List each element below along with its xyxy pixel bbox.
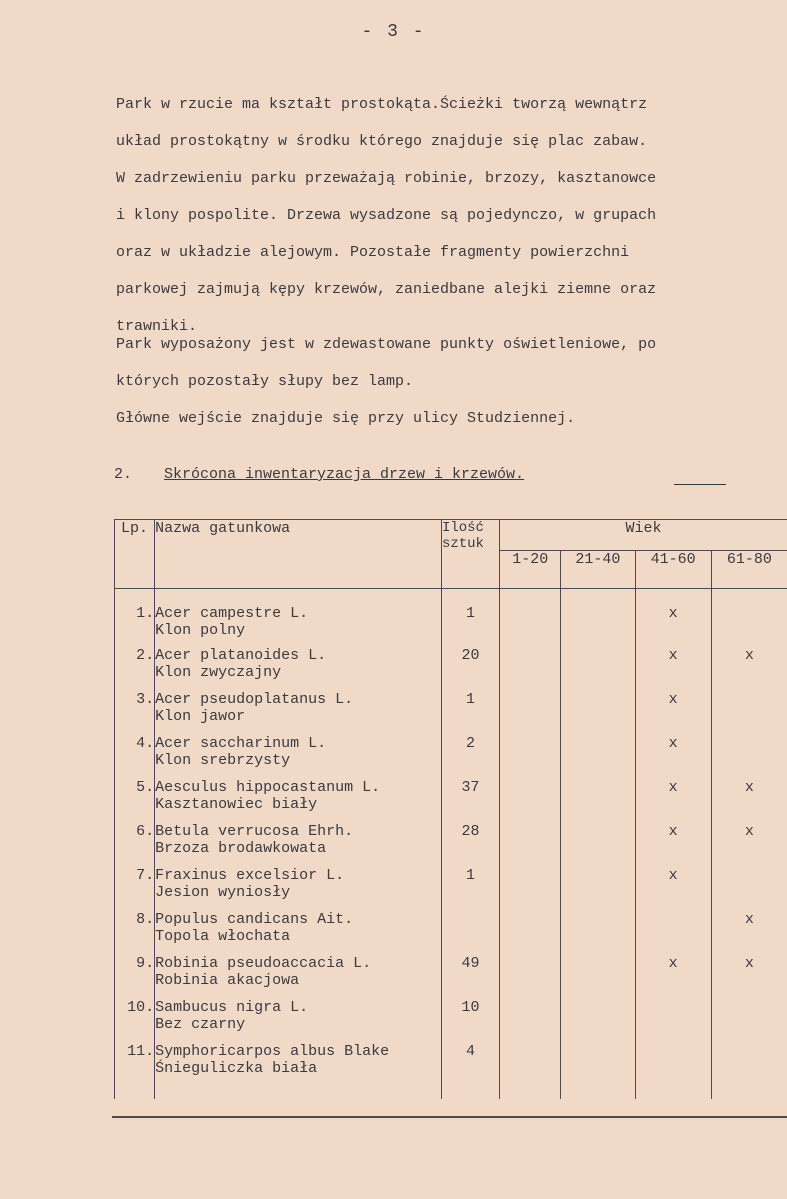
- row-number: 11.: [115, 1035, 155, 1099]
- age-mark: [500, 771, 561, 815]
- species-name: [155, 903, 442, 947]
- age-mark: [500, 727, 561, 771]
- age-mark: [500, 903, 561, 947]
- table-row: [115, 727, 787, 771]
- text-line: W zadrzewieniu parku przeważają robinie, brzozy, kasztanowce: [116, 170, 657, 187]
- row-number: 10.: [115, 991, 155, 1035]
- species-name: [155, 815, 442, 859]
- age-mark: [711, 683, 787, 727]
- age-mark: x: [635, 947, 711, 991]
- row-number: 4.: [115, 727, 155, 771]
- polish-name: Klon polny: [155, 622, 246, 639]
- header-quantity-line2: sztuk: [441, 536, 484, 552]
- polish-name: Jesion wyniosły: [155, 884, 291, 901]
- polish-name: Klon zwyczajny: [155, 664, 282, 681]
- header-quantity: [441, 520, 499, 589]
- latin-name: Acer platanoides L.: [155, 647, 327, 664]
- age-mark: x: [635, 771, 711, 815]
- row-number: 7.: [115, 859, 155, 903]
- age-mark: [500, 859, 561, 903]
- text-line: Park w rzucie ma kształt prostokąta.Ścieżki tworzą wewnątrz: [116, 96, 648, 113]
- header-age: Wiek: [500, 520, 787, 551]
- age-mark: [561, 589, 635, 640]
- age-mark: x: [635, 589, 711, 640]
- row-number: 6.: [115, 815, 155, 859]
- quantity: 4: [441, 1035, 499, 1099]
- text-line: Główne wejście znajduje się przy ulicy Studziennej.: [116, 410, 576, 427]
- quantity: 1: [441, 589, 499, 640]
- header-age-range: 61-80: [711, 551, 787, 589]
- species-name: [155, 947, 442, 991]
- age-mark: [561, 815, 635, 859]
- age-mark: [635, 1035, 711, 1099]
- age-mark: x: [635, 639, 711, 683]
- age-mark: [711, 727, 787, 771]
- quantity: [441, 903, 499, 947]
- latin-name: Betula verrucosa Ehrh.: [155, 823, 354, 840]
- age-mark: [500, 947, 561, 991]
- age-mark: [500, 683, 561, 727]
- polish-name: Śnieguliczka biała: [155, 1060, 318, 1077]
- row-number: 5.: [115, 771, 155, 815]
- age-mark: [561, 947, 635, 991]
- quantity: 37: [441, 771, 499, 815]
- paragraph-description: [116, 86, 756, 345]
- section-heading: [114, 466, 524, 483]
- age-mark: [711, 1035, 787, 1099]
- quantity: 28: [441, 815, 499, 859]
- age-mark: [711, 991, 787, 1035]
- table-row: [115, 947, 787, 991]
- latin-name: Acer pseudoplatanus L.: [155, 691, 354, 708]
- table-row: [115, 639, 787, 683]
- age-mark: x: [711, 815, 787, 859]
- header-age-range: 21-40: [561, 551, 635, 589]
- latin-name: Symphoricarpos albus Blake: [155, 1043, 390, 1060]
- header-quantity-line1: Ilość: [441, 520, 484, 536]
- section-title: Skrócona inwentaryzacja drzew i krzewów.: [164, 466, 525, 483]
- species-name: [155, 991, 442, 1035]
- age-mark: [561, 991, 635, 1035]
- quantity: 1: [441, 859, 499, 903]
- latin-name: Fraxinus excelsior L.: [155, 867, 345, 884]
- table-row: [115, 683, 787, 727]
- latin-name: Acer campestre L.: [155, 605, 309, 622]
- text-line: trawniki.: [116, 318, 198, 335]
- age-mark: [561, 639, 635, 683]
- text-line: i klony pospolite. Drzewa wysadzone są pojedynczo, w grupach: [116, 207, 657, 224]
- header-name: Nazwa gatunkowa: [155, 520, 442, 589]
- page-number: - 3 -: [361, 22, 426, 42]
- polish-name: Bez czarny: [155, 1016, 246, 1033]
- age-mark: [500, 815, 561, 859]
- row-number: 8.: [115, 903, 155, 947]
- age-mark: x: [635, 683, 711, 727]
- table-row: [115, 903, 787, 947]
- species-name: [155, 589, 442, 640]
- age-mark: [500, 639, 561, 683]
- age-mark: x: [711, 903, 787, 947]
- species-name: [155, 1035, 442, 1099]
- quantity: 49: [441, 947, 499, 991]
- inventory-table: [114, 519, 787, 1099]
- age-mark: [711, 589, 787, 640]
- age-mark: [711, 859, 787, 903]
- age-mark: x: [635, 815, 711, 859]
- polish-name: Klon jawor: [155, 708, 246, 725]
- table-row: [115, 991, 787, 1035]
- table-row: [115, 1035, 787, 1099]
- polish-name: Robinia akacjowa: [155, 972, 300, 989]
- species-name: [155, 859, 442, 903]
- polish-name: Topola włochata: [155, 928, 291, 945]
- age-mark: [561, 683, 635, 727]
- table-row: [115, 589, 787, 640]
- text-line: których pozostały słupy bez lamp.: [116, 373, 414, 390]
- table-row: [115, 815, 787, 859]
- table-bottom-rule: [112, 1116, 787, 1118]
- age-mark: [561, 727, 635, 771]
- quantity: 10: [441, 991, 499, 1035]
- text-line: oraz w układzie alejowym. Pozostałe fragmenty powierzchni: [116, 244, 630, 261]
- age-mark: [561, 859, 635, 903]
- age-mark: [635, 903, 711, 947]
- latin-name: Populus candicans Ait.: [155, 911, 354, 928]
- age-mark: [561, 771, 635, 815]
- latin-name: Sambucus nigra L.: [155, 999, 309, 1016]
- age-mark: [500, 1035, 561, 1099]
- quantity: 1: [441, 683, 499, 727]
- age-mark: [500, 991, 561, 1035]
- polish-name: Kasztanowiec biały: [155, 796, 318, 813]
- text-line: Park wyposażony jest w zdewastowane punkty oświetleniowe, po: [116, 336, 657, 353]
- age-mark: [561, 1035, 635, 1099]
- table-row: [115, 859, 787, 903]
- age-mark: [500, 589, 561, 640]
- latin-name: Aesculus hippocastanum L.: [155, 779, 381, 796]
- age-mark: x: [635, 859, 711, 903]
- row-number: 3.: [115, 683, 155, 727]
- section-number: 2.: [114, 466, 133, 483]
- text-line: układ prostokątny w środku którego znajduje się plac zabaw.: [116, 133, 648, 150]
- species-name: [155, 683, 442, 727]
- age-mark: x: [635, 727, 711, 771]
- age-mark: x: [711, 771, 787, 815]
- latin-name: Acer saccharinum L.: [155, 735, 327, 752]
- age-mark: [635, 991, 711, 1035]
- quantity: 20: [441, 639, 499, 683]
- age-mark: [561, 903, 635, 947]
- quantity: 2: [441, 727, 499, 771]
- row-number: 1.: [115, 589, 155, 640]
- polish-name: Klon srebrzysty: [155, 752, 291, 769]
- header-age-range: 1-20: [500, 551, 561, 589]
- row-number: 9.: [115, 947, 155, 991]
- polish-name: Brzoza brodawkowata: [155, 840, 327, 857]
- section-underline: [674, 484, 726, 485]
- text-line: parkowej zajmują kępy krzewów, zaniedbane alejki ziemne oraz: [116, 281, 657, 298]
- paragraph-lighting-entrance: [116, 326, 756, 437]
- species-name: [155, 771, 442, 815]
- header-lp: Lp.: [115, 520, 155, 589]
- header-age-range: 41-60: [635, 551, 711, 589]
- latin-name: Robinia pseudoaccacia L.: [155, 955, 372, 972]
- species-name: [155, 639, 442, 683]
- age-mark: x: [711, 639, 787, 683]
- row-number: 2.: [115, 639, 155, 683]
- table-row: [115, 771, 787, 815]
- age-mark: x: [711, 947, 787, 991]
- species-name: [155, 727, 442, 771]
